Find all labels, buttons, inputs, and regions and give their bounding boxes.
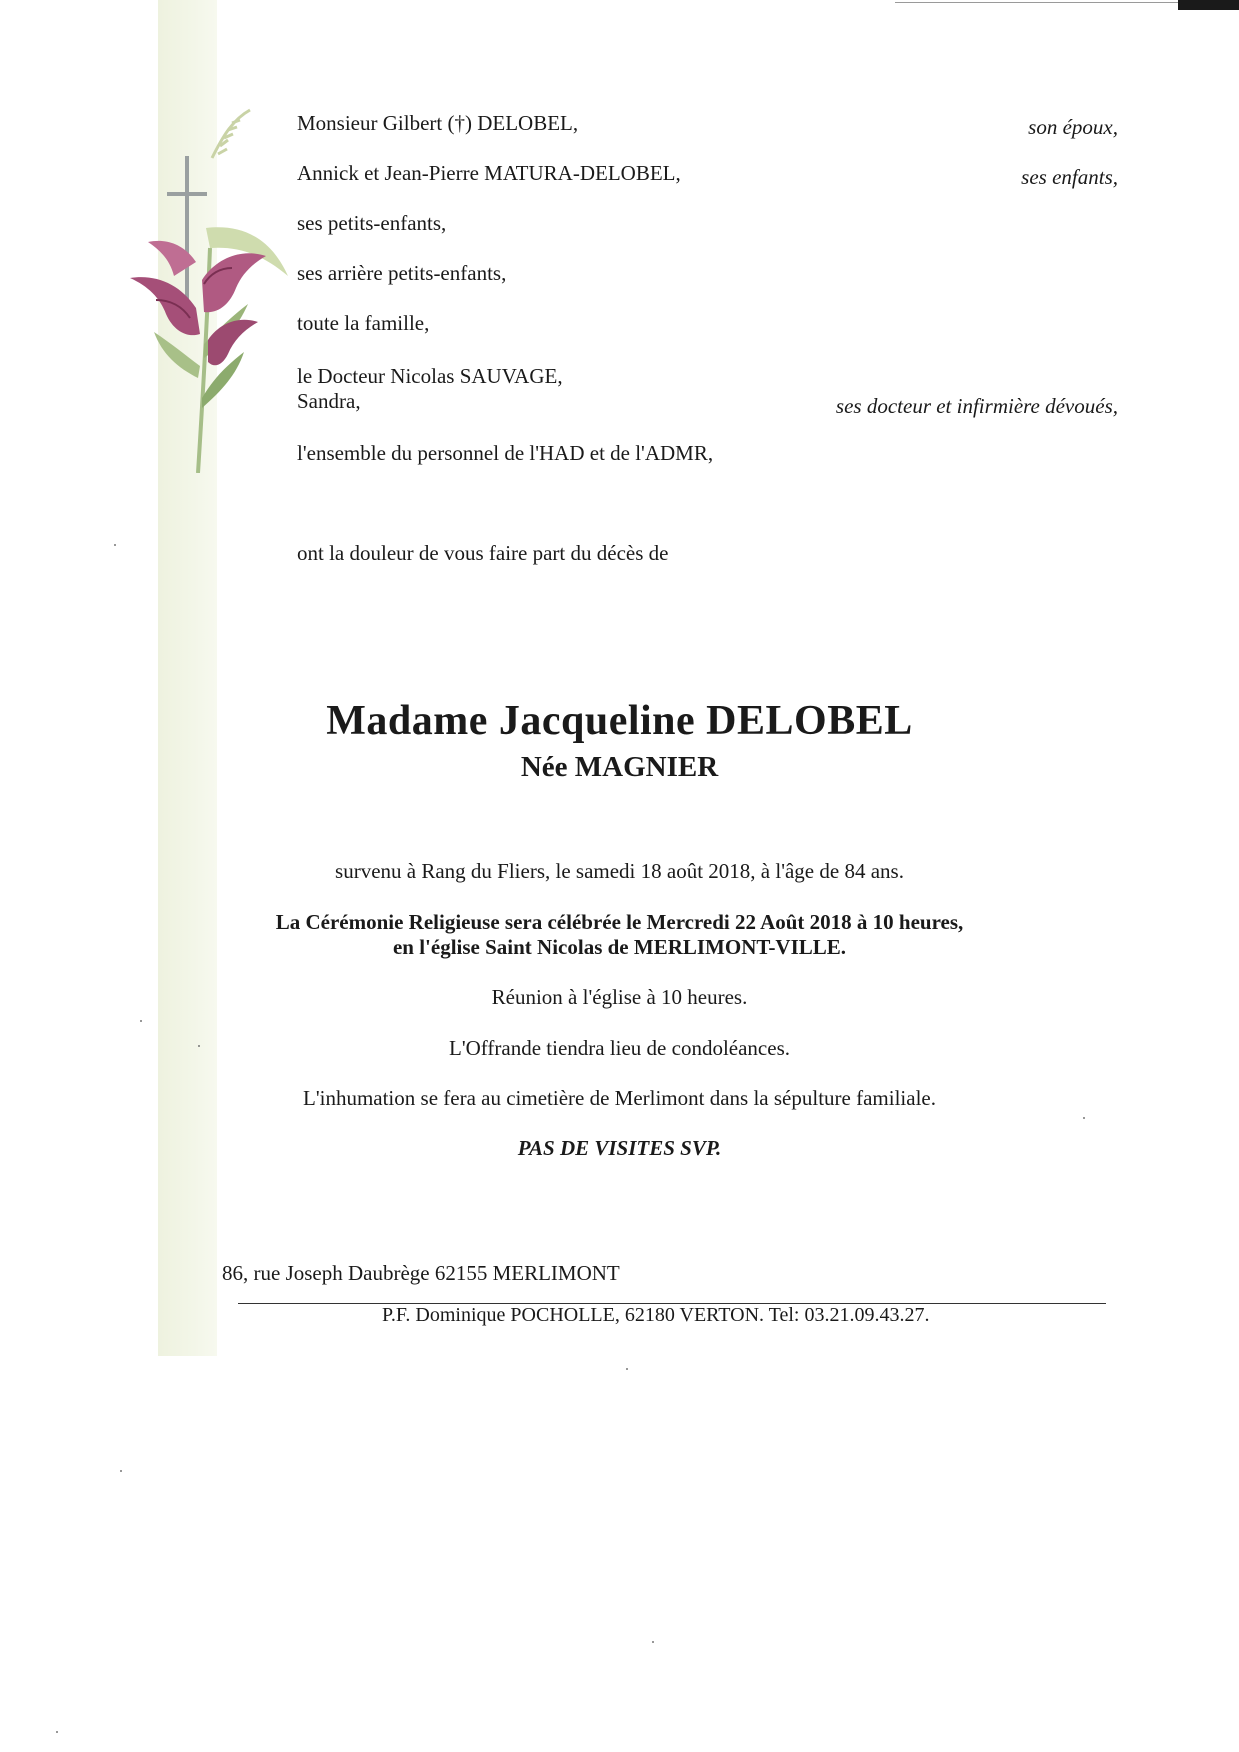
ceremony-line-2: en l'église Saint Nicolas de MERLIMONT-VILLE. <box>392 935 847 959</box>
meeting-info: Réunion à l'église à 10 heures. <box>491 985 748 1009</box>
family-name-7: Sandra, <box>297 389 361 413</box>
scan-speck <box>198 1045 200 1047</box>
home-address: 86, rue Joseph Daubrège 62155 MERLIMONT <box>222 1261 620 1285</box>
scan-speck <box>120 1470 122 1472</box>
family-name-1: Monsieur Gilbert (†) DELOBEL, <box>297 111 579 135</box>
family-name-4: ses arrière petits-enfants, <box>297 261 507 285</box>
cross-lily-icon <box>120 108 290 473</box>
family-name-6: le Docteur Nicolas SAUVAGE, <box>297 364 563 388</box>
announcement-text: ont la douleur de vous faire part du décès de <box>297 541 669 565</box>
family-role-1: son époux, <box>1028 115 1118 139</box>
scan-speck <box>56 1731 58 1733</box>
family-name-3: ses petits-enfants, <box>297 211 447 235</box>
scan-speck <box>114 544 116 546</box>
scan-speck <box>652 1641 654 1643</box>
family-role-2: ses enfants, <box>1021 165 1118 189</box>
family-name-8: l'ensemble du personnel de l'HAD et de l'ADMR, <box>297 441 714 465</box>
deceased-birth-name: Née MAGNIER <box>520 751 719 783</box>
top-edge-line <box>895 2 1185 3</box>
death-details: survenu à Rang du Fliers, le samedi 18 août 2018, à l'âge de 84 ans. <box>335 859 904 883</box>
family-name-5: toute la famille, <box>297 311 430 335</box>
scan-speck <box>626 1368 628 1370</box>
scan-speck <box>140 1020 142 1022</box>
corner-mark <box>1178 0 1239 10</box>
offering-info: L'Offrande tiendra lieu de condoléances. <box>449 1036 790 1060</box>
no-visits-notice: PAS DE VISITES SVP. <box>517 1136 722 1160</box>
family-role-7: ses docteur et infirmière dévoués, <box>835 394 1118 418</box>
scan-speck <box>1083 1117 1085 1119</box>
deceased-name: Madame Jacqueline DELOBEL <box>326 698 913 744</box>
family-name-2: Annick et Jean-Pierre MATURA-DELOBEL, <box>297 161 681 185</box>
funeral-home-contact: P.F. Dominique POCHOLLE, 62180 VERTON. Tel: 03.21.09.43.27. <box>382 1304 930 1326</box>
ceremony-line-1: La Cérémonie Religieuse sera célébrée le Mercredi 22 Août 2018 à 10 heures, <box>275 910 964 934</box>
burial-info: L'inhumation se fera au cimetière de Merlimont dans la sépulture familiale. <box>303 1086 936 1110</box>
